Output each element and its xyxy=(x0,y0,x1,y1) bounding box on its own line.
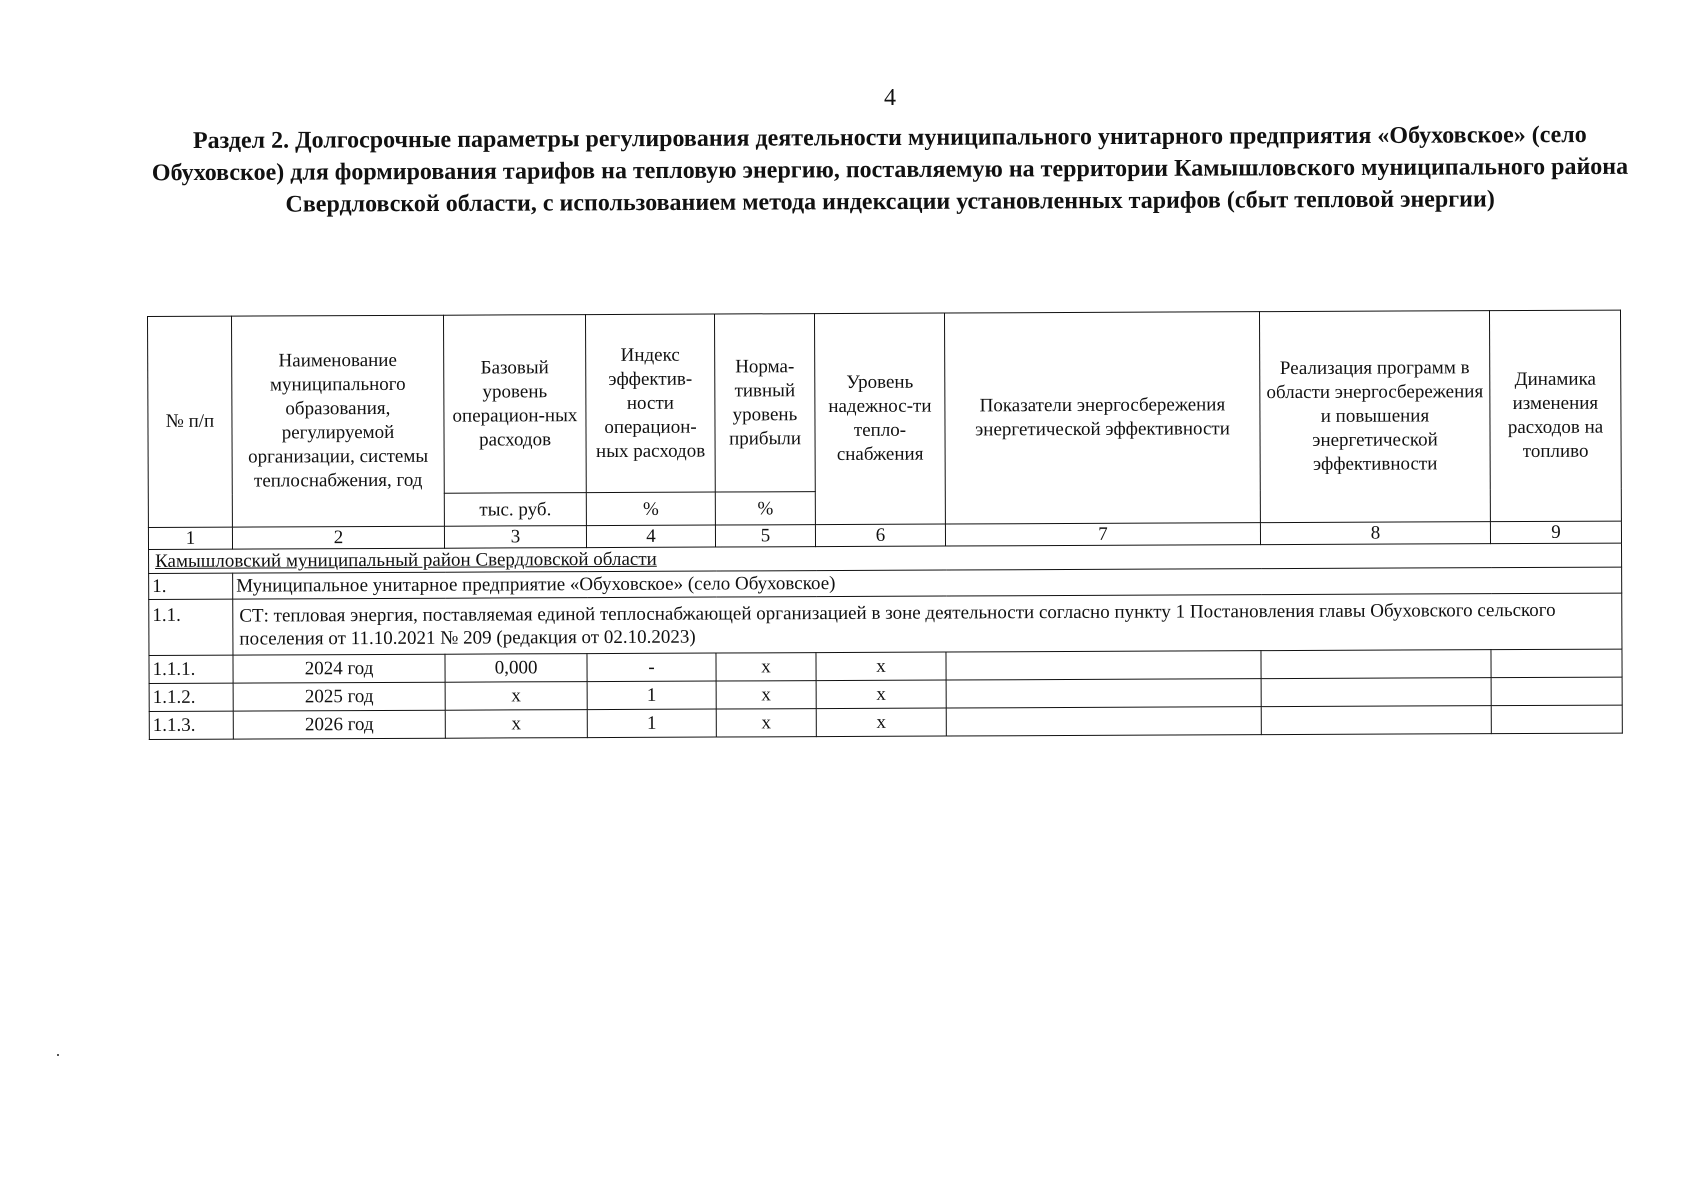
column-number: 9 xyxy=(1490,521,1621,544)
row-number: 1.1.3. xyxy=(149,711,233,739)
row-fuel-dynamics xyxy=(1491,649,1622,678)
column-number: 3 xyxy=(444,526,586,549)
header-row xyxy=(148,310,1622,494)
row-base-opex: 0,000 xyxy=(445,654,587,683)
row-norm-profit: x xyxy=(716,653,816,681)
header-programs: Реализация программ в области энергосбережения и повышения энергетической эффективности xyxy=(1259,311,1490,523)
row-energy-saving xyxy=(946,707,1261,736)
region-name: Камышловский муниципальный район Свердловской области xyxy=(149,543,1622,573)
document-title: Раздел 2. Долгосрочные параметры регулирования деятельности муниципального унитарного предприятия «Обуховское» (село Обуховское) для формирования тарифов на тепловую энергию, поставляемую на территории Камышловского муниципального района Свердловской области, с использованием метода индексации установленных тарифов (сбыт тепловой энергии) xyxy=(151,121,1629,218)
scan-speck xyxy=(57,1054,59,1056)
row-base-opex: x xyxy=(445,710,587,739)
system-name: СТ: тепловая энергия, поставляемая единой теплоснабжающей организацией в зоне деятельности согласно пункту 1 Постановления главы Обуховского сельского поселения от 11.10.2021 № 209 (редакция от 02.10.2023) xyxy=(233,593,1622,655)
row-norm-profit: x xyxy=(716,681,816,709)
row-reliability: x xyxy=(816,708,946,737)
system-row xyxy=(149,593,1622,655)
row-programs xyxy=(1261,678,1491,707)
header-norm-profit: Норма-тивный уровень прибыли xyxy=(714,314,815,492)
parameters-table-container xyxy=(147,310,1622,740)
column-number: 4 xyxy=(586,525,715,548)
row-programs xyxy=(1261,650,1491,679)
unit-base-opex: тыс. руб. xyxy=(444,493,586,527)
row-efficiency-index: 1 xyxy=(587,709,716,738)
row-fuel-dynamics xyxy=(1491,677,1622,706)
row-energy-saving xyxy=(946,679,1261,708)
row-efficiency-index: - xyxy=(587,653,716,682)
page-number: 4 xyxy=(884,85,896,111)
header-reliability: Уровень надежнос-ти тепло-снабжения xyxy=(814,313,945,525)
row-programs xyxy=(1261,706,1491,735)
table-row xyxy=(149,705,1622,739)
row-energy-saving xyxy=(946,651,1261,680)
column-number: 5 xyxy=(715,525,815,547)
row-number: 1.1.1. xyxy=(149,655,233,683)
column-number: 6 xyxy=(815,524,945,547)
row-year: 2026 год xyxy=(233,710,445,739)
organization-name: Муниципальное унитарное предприятие «Обуховское» (село Обуховское) xyxy=(233,567,1622,599)
row-year: 2025 год xyxy=(233,682,445,711)
header-base-opex: Базовый уровень операцион-ных расходов xyxy=(443,315,586,494)
parameters-table xyxy=(147,310,1623,740)
column-number: 2 xyxy=(232,526,444,549)
row-number: 1.1.2. xyxy=(149,683,233,711)
column-number: 1 xyxy=(148,527,232,549)
unit-efficiency-index: % xyxy=(586,492,715,526)
header-number: № п/п xyxy=(148,316,233,527)
row-norm-profit: x xyxy=(716,709,816,737)
column-number: 8 xyxy=(1260,522,1490,545)
row-reliability: x xyxy=(816,680,946,709)
header-efficiency-index: Индекс эффектив-ности операцион-ных расходов xyxy=(585,314,715,493)
header-name: Наименование муниципального образования, регулируемой организации, системы теплоснабжения, год xyxy=(232,315,445,527)
header-energy-saving: Показатели энергосбережения энергетической эффективности xyxy=(944,312,1260,524)
organization-number: 1. xyxy=(149,573,233,599)
column-number: 7 xyxy=(945,523,1260,546)
header-fuel-dynamics: Динамика изменения расходов на топливо xyxy=(1489,310,1621,522)
row-efficiency-index: 1 xyxy=(587,681,716,710)
unit-norm-profit: % xyxy=(715,492,815,525)
row-year: 2024 год xyxy=(233,654,445,683)
row-fuel-dynamics xyxy=(1491,705,1622,734)
row-reliability: x xyxy=(816,652,946,681)
system-number: 1.1. xyxy=(149,599,233,655)
row-base-opex: x xyxy=(445,682,587,711)
